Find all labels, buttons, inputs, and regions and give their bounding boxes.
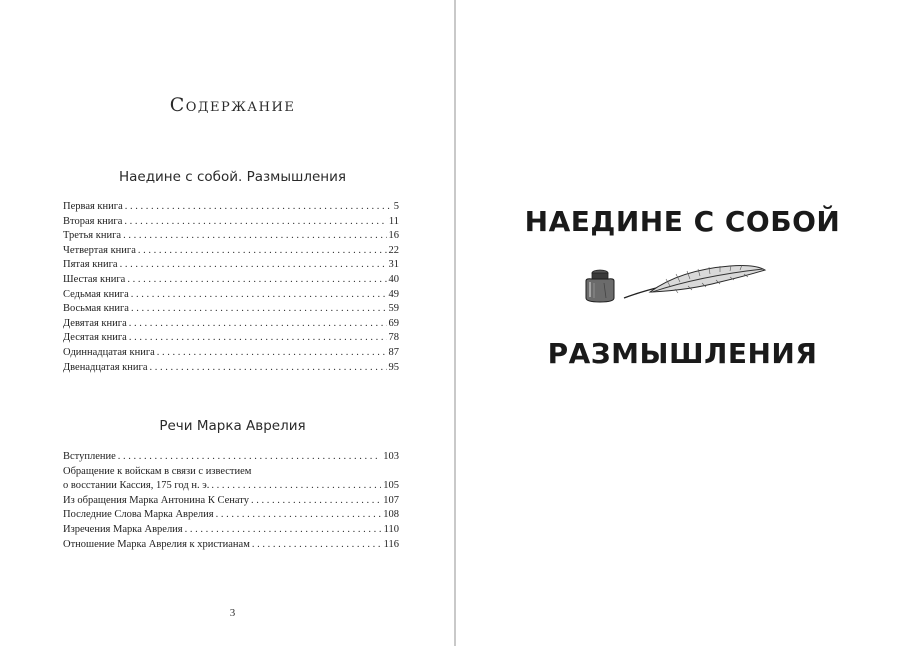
toc-entry-title: Пятая книга [63, 259, 118, 271]
dot-leader [185, 523, 382, 538]
toc-entry[interactable] [63, 538, 399, 553]
toc-entry[interactable] [63, 215, 399, 230]
dot-leader [118, 450, 381, 465]
toc-entry-title: Восьмая книга [63, 303, 129, 315]
dot-leader [216, 508, 382, 523]
title-line-1: НАЕДИНЕ С СОБОЙ [524, 205, 841, 238]
toc-entry-page: 31 [388, 259, 399, 271]
toc-entry[interactable] [63, 523, 399, 538]
dot-leader [129, 317, 387, 332]
toc-entry[interactable] [63, 346, 399, 361]
toc-entry-page: 108 [383, 509, 399, 521]
toc-entry[interactable] [63, 479, 399, 494]
toc-entry-title: Четвертая книга [63, 244, 136, 256]
section-title-meditations: Наедине с собой. Размышления [118, 169, 347, 185]
toc-entry-title: Девятая книга [63, 317, 127, 329]
toc-entry-title: Одиннадцатая книга [63, 346, 155, 358]
dot-leader [131, 302, 387, 317]
dot-leader [157, 346, 387, 361]
toc-entry-page: 5 [393, 201, 399, 212]
toc-entry-page: 110 [383, 523, 399, 535]
toc-entry-title: Двенадцатая книга [63, 361, 148, 373]
toc-entry-page: 103 [383, 451, 399, 462]
right-page [456, 0, 909, 646]
toc-entry[interactable] [63, 465, 399, 480]
toc-entry-page: 105 [383, 480, 399, 492]
toc-entry-title: Десятая книга [63, 332, 127, 344]
dot-leader [138, 244, 387, 259]
toc-entry-title: Последние Слова Марка Аврелия [63, 509, 214, 521]
toc-entry-title: Обращение к войскам в связи с известием [63, 465, 252, 477]
toc-entry[interactable] [63, 331, 399, 346]
toc-entry-title: Первая книга [63, 201, 123, 212]
dot-leader [123, 229, 386, 244]
toc-entry[interactable] [63, 450, 399, 465]
toc-entry-page: 22 [388, 244, 399, 256]
dot-leader [127, 273, 386, 288]
toc-entry[interactable] [63, 258, 399, 273]
toc-list-speeches [63, 450, 399, 552]
toc-entry-title: Седьмая книга [63, 288, 129, 300]
toc-entry[interactable] [63, 273, 399, 288]
toc-heading: Содержание [169, 94, 296, 116]
toc-entry-page: 69 [388, 317, 399, 329]
dot-leader [129, 331, 387, 346]
dot-leader [120, 258, 387, 273]
dot-leader [124, 215, 386, 230]
toc-entry-page: 49 [388, 288, 399, 300]
dot-leader [251, 494, 381, 509]
toc-entry-page: 11 [388, 215, 399, 227]
toc-entry[interactable] [63, 244, 399, 259]
toc-entry[interactable] [63, 317, 399, 332]
toc-entry-page: 78 [388, 332, 399, 344]
toc-entry[interactable] [63, 200, 399, 215]
dot-leader [125, 200, 392, 215]
quill-feather-icon [624, 265, 765, 298]
title-line-2: РАЗМЫШЛЕНИЯ [547, 337, 818, 370]
inkwell-icon [586, 270, 614, 302]
toc-entry-page: 59 [388, 303, 399, 315]
toc-entry-page: 95 [388, 361, 399, 373]
inkwell-quill-icon [580, 262, 770, 308]
toc-entry-page: 40 [388, 273, 399, 285]
toc-entry-title: Вступление [63, 451, 116, 462]
section-title-speeches: Речи Марка Аврелия [159, 418, 306, 434]
toc-entry-page: 16 [388, 230, 399, 242]
toc-entry-page: 87 [388, 346, 399, 358]
toc-entry-title: Отношение Марка Аврелия к христианам [63, 538, 250, 550]
toc-entry[interactable] [63, 361, 399, 376]
toc-list-meditations [63, 200, 399, 375]
toc-entry-title: Третья книга [63, 230, 122, 242]
dot-leader [131, 288, 387, 303]
toc-entry[interactable] [63, 494, 399, 509]
toc-entry[interactable] [63, 229, 399, 244]
page-number: 3 [229, 607, 236, 619]
toc-entry[interactable] [63, 508, 399, 523]
toc-entry-title: Шестая книга [63, 273, 126, 285]
dot-leader [150, 361, 387, 376]
toc-entry-title: Вторая книга [63, 215, 123, 227]
toc-entry[interactable] [63, 288, 399, 303]
toc-entry[interactable] [63, 302, 399, 317]
toc-entry-page: 107 [383, 494, 399, 506]
toc-entry-title: о восстании Кассия, 175 год н. э. [63, 480, 210, 492]
toc-entry-title: Из обращения Марка Антонина К Сенату [63, 494, 249, 506]
dot-leader [211, 479, 381, 494]
toc-entry-title: Изречения Марка Аврелия [63, 523, 183, 535]
dot-leader [252, 538, 382, 553]
toc-entry-page: 116 [383, 538, 399, 550]
